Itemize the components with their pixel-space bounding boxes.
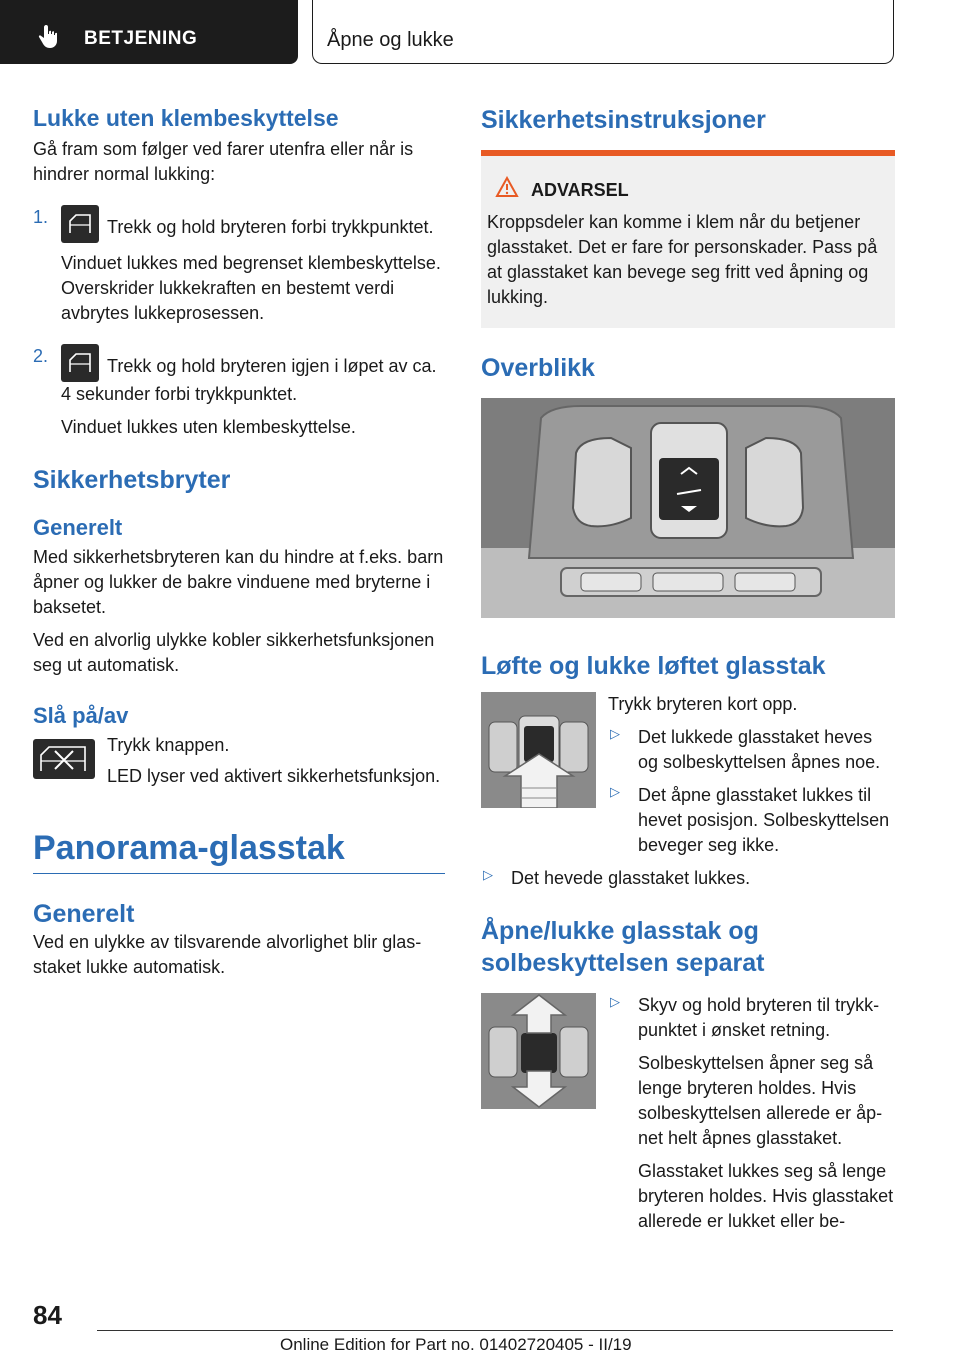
hand-pointer-icon [36,22,64,50]
right-column [481,104,895,1234]
lofte-text [608,692,895,858]
warning-box [481,156,895,328]
bullet-text: Det lukkede glasstaket heves og solbeskyttelsen åpnes noe. [638,727,881,772]
bullet-text: Det hevede glasstaket lukkes. [511,868,751,888]
page-number: 84 [33,1300,62,1330]
warning-triangle-icon [495,176,519,204]
warning-text: Kroppsdeler kan komme i klem når du betjener glasstaket. Det er fare for personskader. Pass på at glasstaket kan bevege seg fritt ved åpning og lukking. [487,212,878,307]
footer-rule [97,1330,893,1331]
step-text: Trekk og hold bryteren igjen i løpet av ca. 4 sekunder forbi trykkpunktet. [61,356,437,404]
apne-block [481,993,895,1234]
triangle-bullet-icon: ▷ [483,867,493,882]
bullet-item [481,866,895,891]
window-switch-icon [61,344,99,382]
heading-sikkerhetsinstruksjoner: Sikkerhetsinstruksjoner [481,106,766,134]
triangle-bullet-icon: ▷ [610,784,620,799]
heading-lofte-og-lukke: Løfte og lukke løftet glasstak [481,652,826,680]
para-sla-2: LED lyser ved aktivert sikkerhetsfunksjon. [107,766,441,786]
triangle-bullet-icon: ▷ [610,726,620,741]
heading-sla-pa-av: Slå på/av [33,703,129,728]
left-column [33,104,445,980]
step-text: Trekk og hold bryteren forbi trykkpunktet. [107,217,434,237]
overview-photo [481,398,895,618]
heading-panorama-glasstak: Panorama-glasstak [33,829,345,867]
step-1 [33,205,445,326]
heading-apne-lukke: Åpne/lukke glasstak og solbeskyttelsen separat [481,917,765,977]
sla-block [33,733,445,789]
lofte-block [481,692,895,858]
bullet-item [608,783,895,858]
step-sub: Vinduet lukkes med begrenset klembeskyttelse. Overskrider lukkekraften en bestemt verdi avbrytes lukkeprosessen. [61,253,441,323]
step-number: 2. [33,346,49,366]
step-sub: Vinduet lukkes uten klembeskyttelse. [61,417,356,437]
apne-text [608,993,895,1234]
switch-slide-photo [481,993,596,1109]
para-lofte: Trykk bryteren kort opp. [608,694,798,714]
heading-overblikk: Overblikk [481,354,595,382]
bullet-text: Skyv og hold bryteren til trykkpunktet i ønsket retning. [638,995,880,1040]
safety-switch-icon [33,739,95,779]
panorama-heading-block [33,827,445,874]
bullet-text: Det åpne glasstaket lukkes til hevet posisjon. Solbeskyttelsen beveger seg ikke. [638,785,890,855]
para-apne-2: Glasstaket lukkes seg så lenge bryteren holdes. Hvis glasstaket allerede er lukket eller be- [638,1161,894,1231]
para-apne-1: Solbeskyttelsen åpner seg så lenge bryteren holdes. Hvis solbeskyttelsen allerede er åpnet helt åpnes glasstaket. [638,1053,883,1148]
para-generelt-3: Ved en ulykke av tilsvarende alvorlighet blir glasstaket lukke automatisk. [33,932,422,977]
step-2 [33,344,445,440]
step-number: 1. [33,207,49,227]
heading-generelt: Generelt [33,515,123,540]
para-lukke: Gå fram som følger ved farer utenfra eller når is hindrer normal lukking: [33,139,414,184]
para-sla-1: Trykk knappen. [107,735,230,755]
heading-lukke: Lukke uten klembeskyttelse [33,105,339,131]
para-generelt-2: Ved en alvorlig ulykke kobler sikkerhetsfunksjonen seg ut automatisk. [33,630,435,675]
warning-label: ADVARSEL [531,180,629,200]
switch-up-photo [481,692,596,808]
bullet-item [608,725,895,775]
triangle-bullet-icon: ▷ [610,994,620,1009]
header-title: Åpne og lukke [327,29,454,51]
bullet-item [608,993,895,1043]
para-generelt-1: Med sikkerhetsbryteren kan du hindre at f.eks. barn åpner og lukker de bakre vinduene med bryterne i baksetet. [33,547,444,617]
footer-edition: Online Edition for Part no. 01402720405 - II/19 [280,1335,632,1354]
heading-generelt-2: Generelt [33,900,135,928]
header-section-label: BETJENING [84,28,198,49]
window-switch-icon [61,205,99,243]
heading-sikkerhetsbryter: Sikkerhetsbryter [33,466,231,494]
